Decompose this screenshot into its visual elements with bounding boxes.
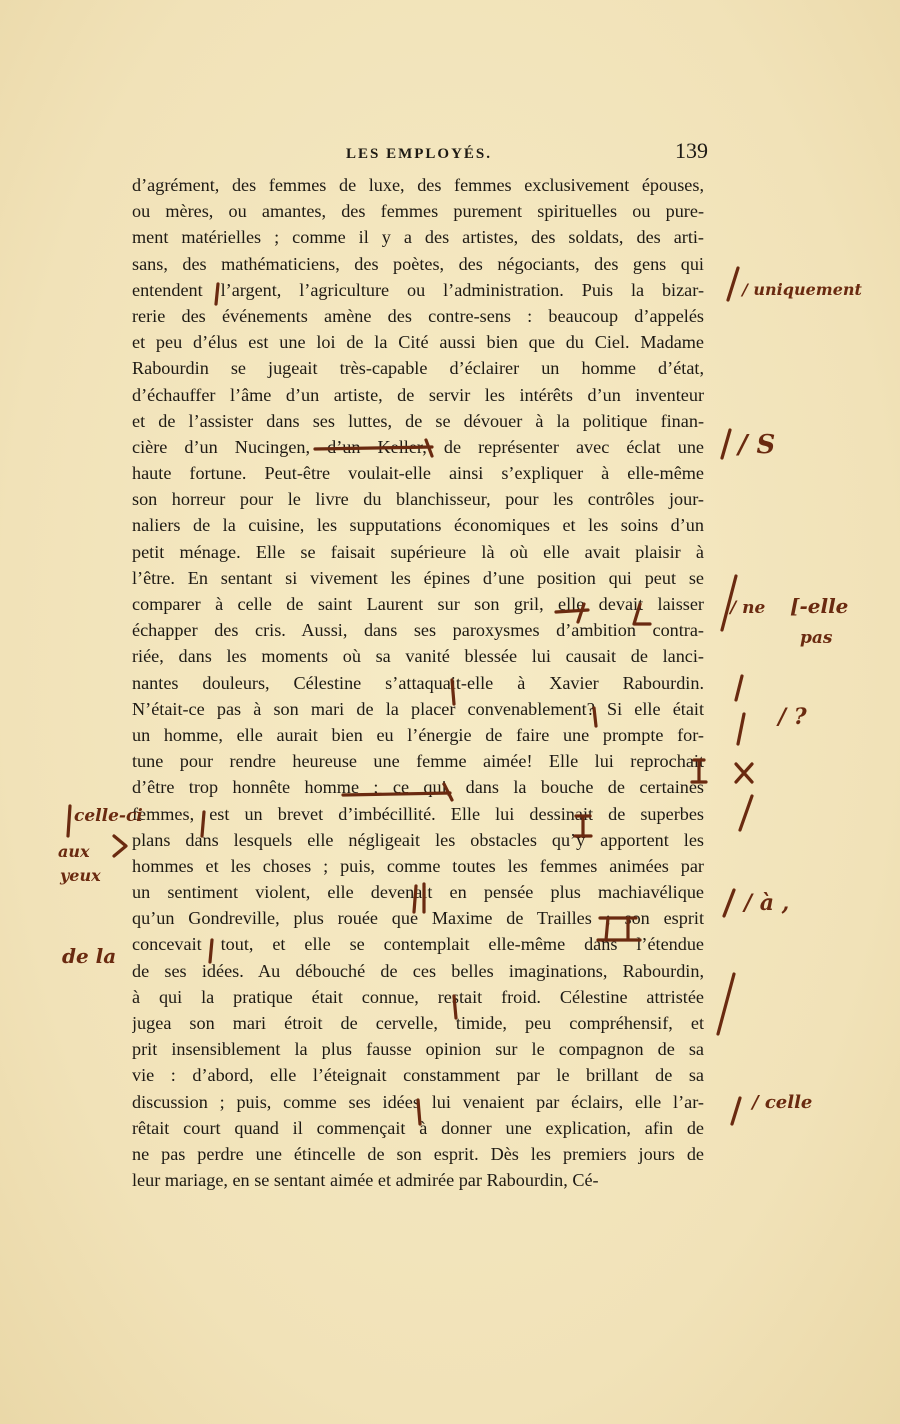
text-line: concevait tout, et elle se contemplait elle-même dans l’étendue [132, 934, 704, 955]
margin-note: / celle [752, 1092, 813, 1113]
margin-slash [732, 1098, 740, 1124]
text-line: de ses idées. Au débouché de ces belles imaginations, Rabourdin, [132, 960, 704, 981]
margin-note: pas [800, 628, 833, 648]
text-line: échapper des cris. Aussi, dans ses paroxysmes d’ambition contra- [132, 620, 704, 641]
margin-note: yeux [60, 866, 101, 885]
page-number: 139 [675, 138, 708, 163]
margin-note: celle-ci [74, 806, 143, 826]
text-line: jugea son mari étroit de cervelle, timide, peu compréhensif, et [132, 1013, 704, 1033]
text-line: et peu d’élus est une loi de la Cité aussi bien que du Ciel. Madame [132, 332, 704, 353]
margin-cross [736, 764, 752, 782]
text-line: discussion ; puis, comme ses idées lui venaient par éclairs, elle l’ar- [132, 1091, 704, 1112]
margin-slash [722, 430, 730, 458]
text-line: haute fortune. Peut-être voulait-elle ainsi s’expliquer à elle-même [132, 463, 704, 484]
text-line: Rabourdin se jugeait très-capable d’éclairer un homme d’état, [132, 358, 704, 379]
text-line: rêtait court quand il commençait à donner une explication, afin de [132, 1117, 704, 1138]
margin-note: [-elle [790, 594, 849, 618]
margin-bracket [68, 806, 70, 836]
margin-note: / ne [730, 598, 766, 618]
text-line: un sentiment violent, elle devenait en pensée plus machiavélique [132, 882, 704, 903]
text-line: prit insensiblement la plus fausse opinion sur le compagnon de sa [132, 1039, 704, 1060]
text-line: leur mariage, en se sentant aimée et admirée par Rabourdin, Cé- [132, 1170, 599, 1191]
text-line: femmes, est un brevet d’imbécillité. Elle lui dessinait de superbes [132, 803, 704, 824]
page-header [132, 138, 710, 170]
text-line: à qui la pratique était connue, restait froid. Célestine attristée [132, 986, 704, 1007]
text-line: l’être. En sentant si vivement les épines d’une position qui peut se [132, 567, 704, 588]
margin-slash [724, 890, 734, 916]
margin-slash [738, 714, 744, 744]
margin-note: / uniquement [742, 280, 862, 299]
margin-note: / ? [778, 704, 807, 730]
text-line: N’était-ce pas à son mari de la placer convenablement? Si elle était [132, 698, 704, 719]
text-line: ment matérielles ; comme il y a des artistes, des soldats, des arti- [132, 227, 704, 248]
text-line: nantes douleurs, Célestine s’attaquait-elle à Xavier Rabourdin. [132, 672, 704, 693]
running-title: LES EMPLOYÉS. [346, 146, 493, 162]
text-line: cière d’un Nucingen, d’un Keller, de représenter avec éclat une [132, 436, 704, 457]
margin-note: / à , [744, 890, 790, 916]
margin-bracket [114, 836, 126, 856]
text-line: d’agrément, des femmes de luxe, des femmes exclusivement épouses, [132, 175, 704, 195]
text-line: plans dans lesquels elle négligeait les obstacles qu’y apportent les [132, 829, 704, 850]
text-line: hommes et les choses ; puis, comme toutes les femmes animées par [132, 855, 704, 876]
text-line: tune pour rendre heureuse une femme aimée! Elle lui reprochait [132, 751, 704, 772]
text-line: riée, dans les moments où sa vanité blessée lui causait de lanci- [132, 646, 704, 667]
text-line: et de l’assister dans ses luttes, de se dévouer à la politique finan- [132, 410, 704, 431]
margin-slash [728, 268, 738, 300]
margin-note: de la [62, 944, 117, 968]
margin-slash [736, 676, 742, 700]
text-line: qu’un Gondreville, plus rouée que Maxime de Trailles ; son esprit [132, 908, 704, 929]
text-line: son horreur pour le livre du blanchisseur, pour les contrôles jour- [132, 489, 704, 510]
text-line: naliers de la cuisine, les supputations économiques et les soins d’un [132, 515, 704, 536]
text-line: d’échauffer l’âme d’un artiste, de servir les intérêts d’un inventeur [132, 384, 704, 405]
text-line: ne pas perdre une étincelle de son esprit. Dès les premiers jours de [132, 1143, 704, 1164]
text-line: ou mères, ou amantes, des femmes purement spirituelles ou pure- [132, 201, 704, 222]
text-line: rerie des événements amène des contre-sens : beaucoup d’appelés [132, 305, 704, 326]
text-line: sans, des mathématiciens, des poètes, des négociants, des gens qui [132, 253, 704, 274]
text-line: vie : d’abord, elle l’éteignait constamment par le brillant de sa [132, 1065, 704, 1086]
text-line: petit ménage. Elle se faisait supérieure là où elle avait plaisir à [132, 541, 704, 562]
margin-note: aux [58, 842, 90, 861]
margin-slash [718, 974, 734, 1034]
text-line: comparer à celle de saint Laurent sur son gril, elle devait laisser [132, 594, 704, 614]
margin-note: / S [738, 430, 776, 460]
text-line: d’être trop honnête homme ; ce qui, dans la bouche de certaines [132, 777, 704, 798]
text-line: un homme, elle aurait bien eu l’énergie de faire une prompte for- [132, 724, 704, 745]
body-text [132, 172, 704, 1193]
text-line: entendent l’argent, l’agriculture ou l’administration. Puis la bizar- [132, 279, 704, 300]
margin-slash [740, 796, 752, 830]
